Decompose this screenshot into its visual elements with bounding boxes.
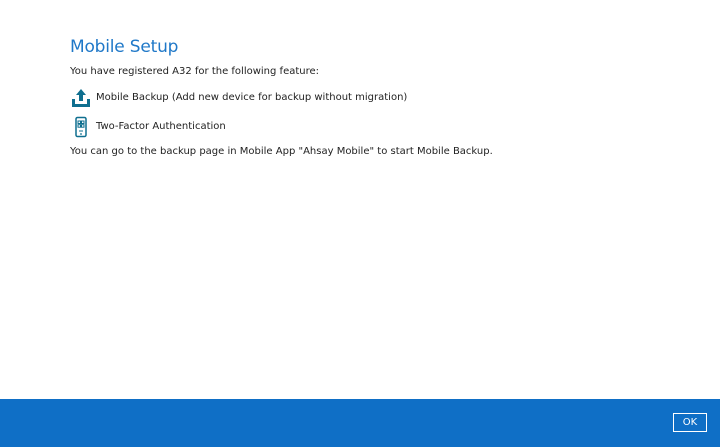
phone-authenticator-icon	[70, 116, 92, 138]
mobile-backup-note: You can go to the backup page in Mobile App "Ahsay Mobile" to start Mobile Backup.	[70, 146, 493, 157]
registration-message: You have registered A32 for the following feature:	[70, 66, 320, 77]
mobile-setup-panel	[70, 36, 690, 159]
dialog-footer	[0, 399, 720, 447]
upload-icon	[70, 87, 92, 109]
feature-two-factor-authentication	[70, 116, 690, 138]
ok-button[interactable]: OK	[673, 413, 707, 432]
feature-label: Two-Factor Authentication	[96, 121, 226, 132]
feature-list	[70, 87, 690, 138]
page-title: Mobile Setup	[70, 37, 179, 57]
feature-mobile-backup	[70, 87, 690, 109]
feature-label: Mobile Backup (Add new device for backup without migration)	[96, 92, 408, 103]
